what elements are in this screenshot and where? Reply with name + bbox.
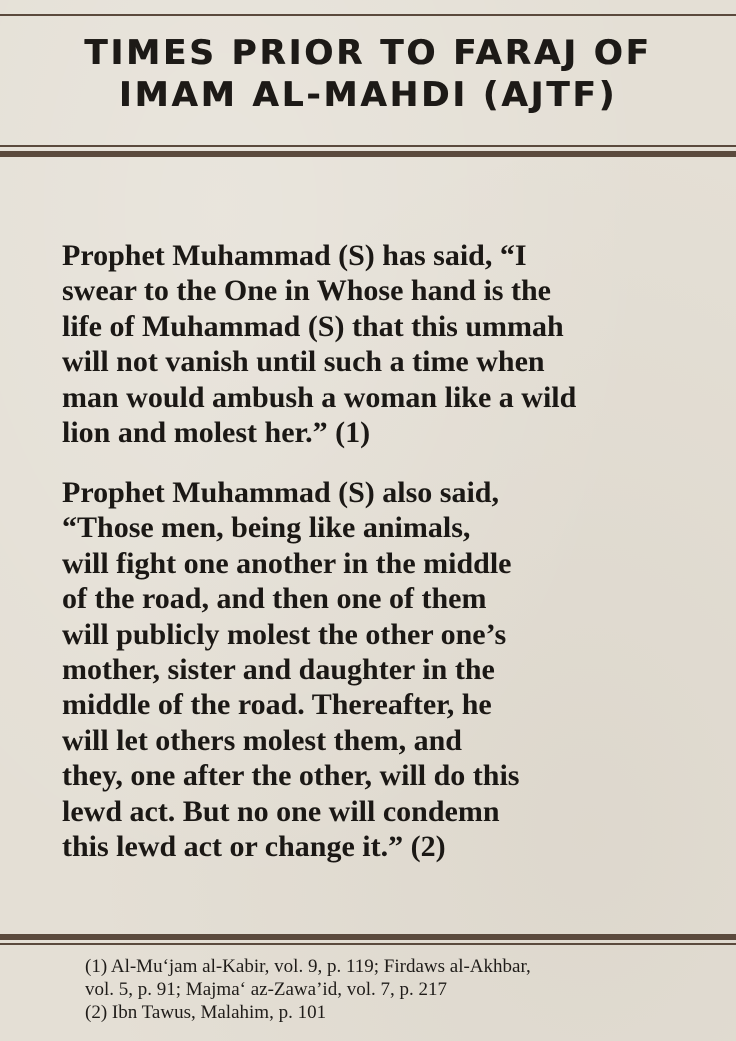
top-rule (0, 14, 736, 16)
footnote-line: (2) Ibn Tawus, Malahim, p. 101 (85, 1002, 327, 1023)
text-line: middle of the road. Thereafter, he (62, 688, 492, 722)
header-divider-thick (0, 151, 736, 157)
text-line: lion and molest her.” (1) (62, 416, 371, 450)
text-line: of the road, and then one of them (62, 582, 487, 616)
text-line: will fight one another in the middle (62, 546, 512, 580)
text-line: Prophet Muhammad (S) also said, (62, 476, 499, 509)
text-line: life of Muhammad (S) that this ummah (62, 309, 564, 343)
footer-divider-thin (0, 943, 736, 945)
text-line: will let others molest them, and (62, 723, 462, 757)
text-line: they, one after the other, will do this (62, 759, 520, 793)
text-line: Prophet Muhammad (S) has said, “I (62, 239, 527, 272)
footnotes (85, 955, 725, 1024)
page-title (0, 32, 736, 116)
footnote-line: (1) Al-Mu‘jam al-Kabir, vol. 9, p. 119; Firdaws al-Akhbar, (85, 956, 531, 977)
text-line: “Those men, being like animals, (62, 511, 471, 545)
title-line-2: IMAM AL-MAHDI (AJTF) (118, 75, 618, 115)
title-line-1: TIMES PRIOR TO FARAJ OF (84, 33, 652, 73)
text-line: this lewd act or change it.” (2) (62, 830, 446, 864)
header-divider-thin (0, 145, 736, 147)
footnote-line: vol. 5, p. 91; Majma‘ az-Zawa’id, vol. 7, p. 217 (85, 979, 447, 1000)
footer-divider-thick (0, 934, 736, 940)
text-line: mother, sister and daughter in the (62, 653, 495, 687)
text-line: will publicly molest the other one’s (62, 617, 507, 651)
text-line: man would ambush a woman like a wild (62, 380, 577, 414)
hadith-paragraph-2 (62, 475, 712, 864)
text-line: lewd act. But no one will condemn (62, 794, 500, 828)
hadith-paragraph-1 (62, 238, 712, 450)
text-line: will not vanish until such a time when (62, 345, 545, 379)
text-line: swear to the One in Whose hand is the (62, 274, 551, 308)
